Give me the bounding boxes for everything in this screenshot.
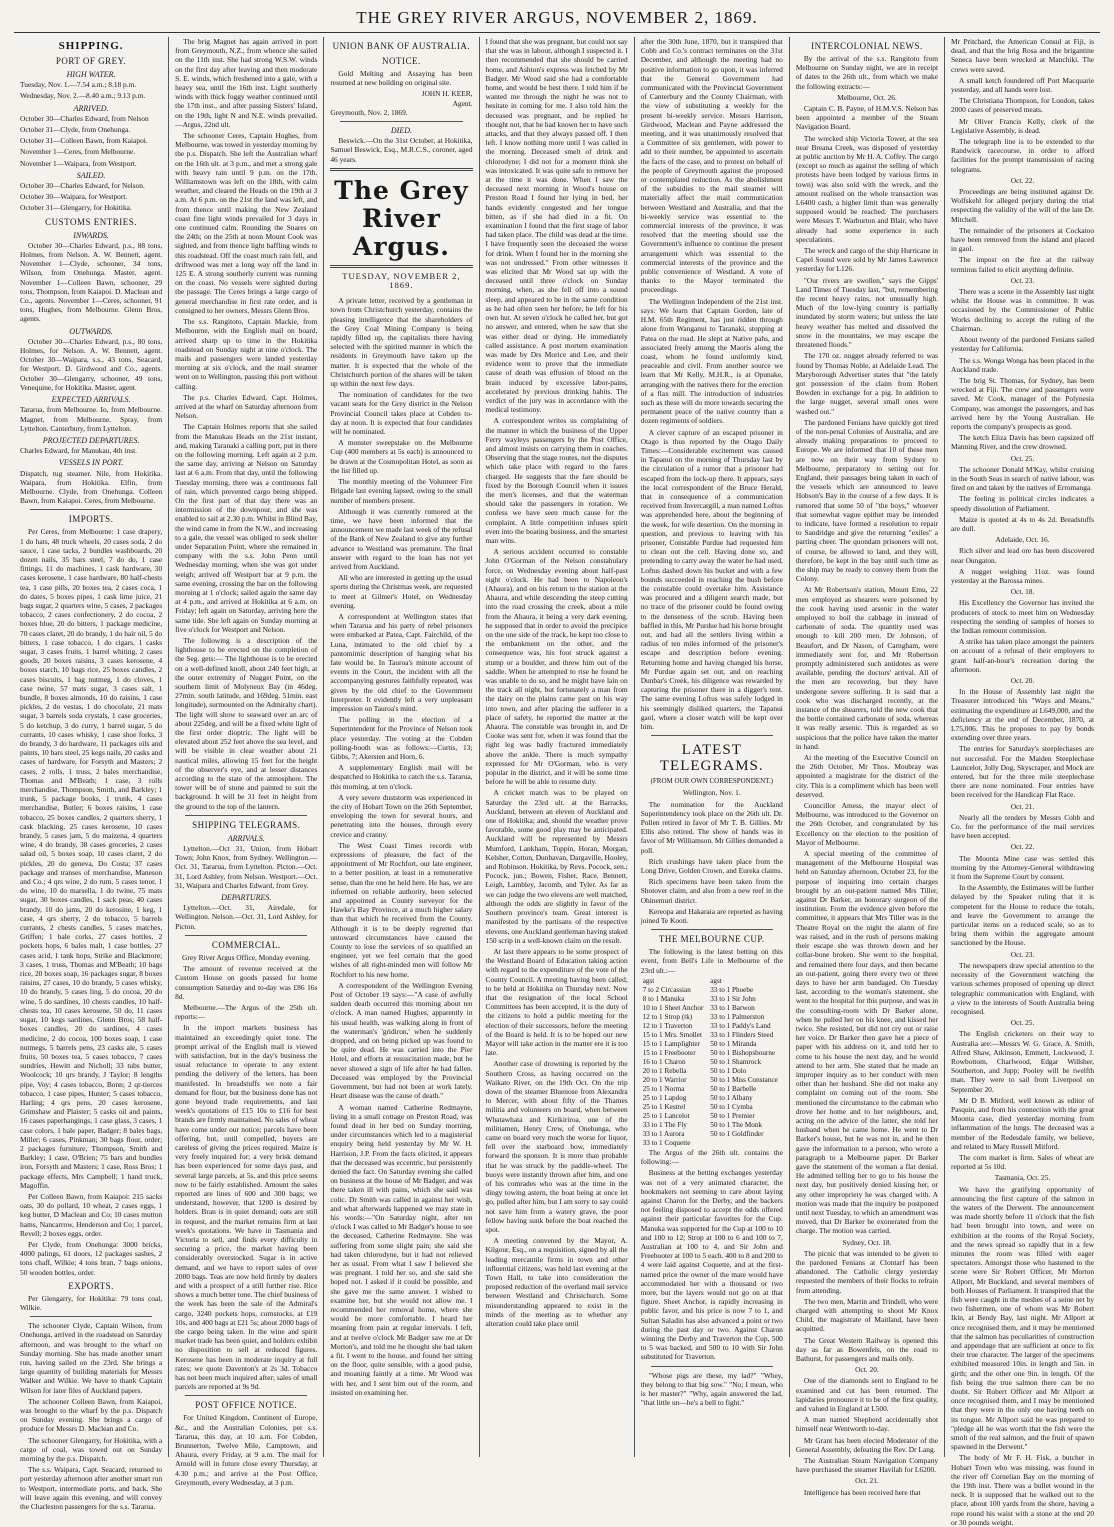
paragraph: The impost on the fire at the railway terminus failed to elicit anything definite.: [951, 255, 1095, 274]
subheading: CUSTOMS ENTRIES.: [45, 216, 138, 227]
paragraph: October 30—Charles Edward, p.s., 80 tons, Holmes, for Nelson. A. W. Bennett, agent. October 30—Waipara, s.s., 43 tons, Seacard, for Westport. D. Girdwood and Co., agents. October 30—Glengarry, schooner, 49 tons, Venequine, for Hokitika. Master, agent.: [20, 336, 163, 392]
table-row: [641, 995, 783, 1004]
paragraph: Melbourne.—The Argus of the 25th ult. reports:—: [175, 1002, 318, 1022]
paragraph: The following is a description of the lighthouse to be erected on the completion of the Seg. gets:— The lighthouse is to be erected on a well-defined knoll, about 240 feet high, at the outer extremity of Nugget Point, on the southern limit of Molyneux Bay (in 46deg. 27min. south latitude, and 169deg. 51min. east longitude), surmounted on the Admiralty chart). The light will show to seaward over an arc of about 225deg, and will be a fixed white light of the first order dioptric. The light will be elevated about 252 feet above the sea level, and will be visible in clear weather about 21 nautical miles, allowing 15 feet for the height of the observer's eye, and at lesser distances according to the state of the atmosphere. The tower will be of stone and painted to suit the background. It will be 31 feet in height from the ground to the top of the lantern.: [175, 636, 318, 811]
table-cell: 33 to 1 Phoebe: [710, 985, 754, 994]
table-cell: 50 to 1 Bishopsbourne: [710, 1048, 776, 1057]
paragraph: About twenty of the pardoned Fenians sailed yesterday for California.: [951, 335, 1095, 354]
paragraph: Councillor Amess, the mayor elect of Melbourne, was introduced to the Governor on the 26th October, and congratulated by his Excellency on the election to the position of Mayor of Melbourne.: [795, 801, 939, 847]
table-cell: 33 to 1 Paddy's Land: [710, 1021, 771, 1030]
paragraph: A private letter, received by a gentleman in town from Christchurch yesterday, contains the pleasing intelligence that the shareholders of the Grey Coal Mining Company is being rapidly filled up, the capitalists there having selected with the spirited manner in which the residents in Greymouth have taken up the matter. It is expected that the whole of the Christchurch portion of the shares will be taken up within the next few days.: [330, 296, 473, 389]
paragraph: A supplementary English mail will be despatched to Hokitika to catch the s.s. Tararua, this morning, at ten o'clock.: [330, 763, 473, 791]
paragraph: Mr Oliver Francis Kelly, clerk of the Legislative Assembly, is dead.: [951, 116, 1095, 135]
paragraph: The polling in the election of a Superintendent for the Province of Nelson took place yesterday. The voting at the Cobden polling-booth was as follows:—Curtis, 13; Gibbs, 7; Akersten and Horn, 6.: [330, 715, 473, 761]
paragraph: The nomination for the Auckland Superintendency took place on the 26th ult. Dr. Pollen retired in favor of Mr T. B. Gillies. Mr Ellis also retired. The show of hands was in favor of Mr Williamson. Mr Gillies demanded a poll.: [640, 799, 783, 855]
table-cell: 50 to 1 Miranda: [710, 1039, 757, 1048]
paragraph: At last there appears to be some prospect of the Westland Board of Education taking action with regard to the expenditure of the vote of the County Council. A meeting having been called, to be held at Hokitika on Thursday next. Now that the resignation of the local School Committees has been accepted, it is the duty of the citizens to hold a public meeting for the election of their successors, before the meeting of the Board is held. It is to be hoped our new Mayor will take action in the matter ere it is too late.: [485, 946, 628, 1058]
column-header: agst: [710, 976, 722, 985]
table-cell: 50 to 1 Dolo: [710, 1066, 747, 1075]
column-6: [790, 37, 945, 1497]
divider: [330, 168, 472, 171]
paragraph: Tararua, from Melbourne. Io, from Melbourne. Magnet, from Melbourne. Spray, from Lyttelton. Canterbury, from Lyttelton.: [20, 405, 163, 433]
paragraph: The following is the latest betting on this event, from Bell's Life in Melbourne of the 23rd ult.:—: [640, 947, 783, 975]
subheading: PORT OF GREY.: [55, 56, 127, 66]
table-cell: 50 to 1 The Monk: [710, 1120, 762, 1129]
paragraph: The Great Western Railway is opened this day as far as Bowenfels, on the road to Bathurst, for passengers and mails only.: [795, 1335, 939, 1364]
table-cell: 25 to 1 Kestrel: [642, 1102, 686, 1111]
subheading: EXPECTED ARRIVALS.: [51, 395, 131, 405]
table-cell: 33 to 1 Aurora: [642, 1129, 685, 1138]
paragraph: after the 30th June, 1870, but it transpired that Cobb and Co.'s contract terminates on the 31st December, and although the meeting had no positive information to go upon, it was inferred that the General Government had communicated with the Provincial Government of Canterbury and the County Chairman, with the view of substituting a weekly for the present bi-weekly service. Messrs Harrison, Girdwood, Maclean and Payne addressed the meeting, and it was unanimously resolved that a Committee of six gentlemen, with power to add to their number, be appointed to ascertain the facts of the case, and to protest on behalf of the people of Greymouth against the proposed or contemplated reduction. As the abolishment of the subsidies to the mail steamer will materially affect the mail communication between Westland and Australia, and that the bi-weekly service was essential to the commercial interests of the province, it was resolved that the meeting should use the Government's influence to continue the present arrangement which was essential to the commercial interests of the province and the public convenience of Westland. A vote of thanks to the Mayor terminated the proceedings.: [640, 37, 783, 295]
subheading: EXPORTS.: [68, 1280, 114, 1291]
table-cell: 8 to 1 Manuka: [642, 994, 685, 1003]
paragraph: Per Clyde, from Onehunga: 3000 bricks, 4000 palings, 61 doors, 12 packages sashes, 2 tons chaff, Wilkie; 4 tons bran, 7 bags onions, 50 wooden bottles, order.: [20, 1239, 163, 1277]
paragraph: A meeting convened by the Mayor, A. Kilgour, Esq., on a requisition, signed by all the leading mercantile firms in town and other influential citizens, was held last evening at the Town Hall, to take into consideration the proposed reduction of the overland mail service between Westland and Christchurch. Some misunderstanding appeared to exist in the minds of the meeting as to whether any alteration could take place until: [485, 1236, 628, 1329]
paragraph: A serious accident occurred to constable John O'Gorman of the Nelson constabulary force, on Wednesday evening about half-past eight o'clock. He had been to Napoleon's (Ahaura), and on his return to the station at the Ahaura, and while descending the steep cutting into the road crossing the creek, about a mile from the Ahaura, it being a very dark evening, he supposed that in order to avoid the precipice on the one side of the track, he kept too close to the embankment on the other, and the consequence was, his foot struck against a stump or a boulder, and threw him out of the saddle. When he attempted to rise he found he was unable to do so, and he might have lain on the track all night, but fortunately a man from the dairy on the plains came past on his way into town, and after placing the sufferer in a place of safety, he reported the matter at the Ahaura. The constable was brought in, and Dr Cooke was sent for, when it was found that the right leg was badly fractured immediately above the ankle. There is much sympathy expressed for Mr O'Gorman, who is very popular in the district, and it will be some time before he will be able to resume duty.: [485, 547, 628, 787]
paragraph: By the arrival of the s.s. Rangitoto from Melbourne on Sunday night, we are in receipt of dates to the 26th ult., from which we make the following extracts:—: [795, 54, 939, 91]
subheading: ARRIVALS.: [227, 833, 265, 843]
table-cell: 33 to 1 Sir John: [710, 994, 756, 1003]
divider: [185, 815, 307, 816]
column-5: [635, 37, 790, 1457]
subheading: ARRIVED.: [73, 103, 109, 113]
table-cell: 50 to 1 Cymba: [710, 1102, 753, 1111]
divider: [651, 929, 773, 930]
subheading: COMMERCIAL.: [211, 939, 281, 950]
dateline: TUESDAY, NOVEMBER 2, 1869.: [342, 270, 461, 291]
paragraph: The Moonta Mine case was settled this morning by the Attorney-General withdrawing it from the Supreme Court by consent.: [951, 853, 1095, 882]
columns: [14, 37, 1100, 1527]
subheading: SAILED.: [76, 170, 106, 180]
paragraph: The Argus of the 26th ult. contains the following:—: [640, 1147, 783, 1167]
table-row: [641, 1013, 783, 1022]
paragraph: Gold Melting and Assaying has been resumed at new building on original site.: [330, 69, 473, 88]
paragraph: The s.s. Wonga Wonga has been placed in the Auckland trade.: [951, 355, 1095, 374]
table-row: [641, 1139, 783, 1148]
paragraph: Dispatch, tug steamer. Nile, from Hokitika. Waipara, from Hokitika. Elfin, from Melbourne. Clyde, from Onehunga. Colleen Bawn, from Kaiapoi. Ceres, from Melbourne.: [20, 468, 163, 506]
table-cell: 50 to 1 Miss Constance: [710, 1075, 778, 1084]
paragraph: Business at the betting exchanges yesterday was not of a very animated character, the bookmakers not seeming to care about laying against Charon for the Derby, and the backers not feeling disposed to accept the odds offered against their particular favorites for the Cup. Manuka was supported for the Cup at 100 to 10 and 100 to 12; Strop at 100 to 6 and 100 to 7, Australian at 100 to 4, and Sir John and Freebooter at 100 to 5 each. 400 to 8 and 200 to 4 were laid against Coquette, and at the first-named price the owner of the mare would have accommodated her with a thousand or two more, but the layers would not go on at that figure. Sheet Anchor, is rapidly increasing in public favor, and his price is now 7 to 1, and Sultan Saladin has also advanced a point or two during the past day or two. Against Charon winning the Derby and Traverton the Cup, 500 to 5 was backed, and 500 to 10 with Sir John substituted for Traverton.: [640, 1168, 783, 1362]
paragraph: Rich specimens have been taken from the Shotover claim, and also from a new reef in the Ohinemuri district.: [640, 877, 783, 905]
section-heading: INTERCOLONIAL NEWS.: [811, 41, 923, 51]
paragraph: One of the diamonds sent to England to be examined and cut has been returned. The lapidaries pronounce it to be of the first quality, and valued in England at L500.: [795, 1376, 939, 1414]
paragraph: Intelligence has been received here that: [803, 1487, 921, 1497]
paragraph: The wrecked ship Victoria Tower, at the sea near Breana Creek, was disposed of yesterday at public auction by Mr H. A. Coffey. The cargo (except so much as against the selling of which protests have been lodged by various firms in town) was also sold with the wreck, and the amount realised on the whole transaction was L6400 cash, a higher limit than was generally supposed would be reached. The purchasers were Messrs T. Warburton and Blair, who have already had some experience in such speculations.: [795, 133, 939, 244]
paragraph: The amount of revenue received at the Custom House on goods passed for home consumption Saturday and to-day was £86 16s 8d.: [175, 964, 318, 1001]
paragraph: The schooner Clyde, Captain Wilson, from Onehunga, arrived in the roadstead on Saturday afternoon, and was brought to the wharf on Sunday morning. She has made another smart run, having sailed on the 23rd. She brings a large quantity of building materials for Messrs Walker and Wilkie. We have to thank Captain Wilson for later files of Auckland papers.: [20, 1321, 163, 1395]
table-cell: 50 to 1 Shamrock: [710, 1057, 762, 1066]
paragraph: The Christiana Thompson, for London, takes 2000 cases of preserved meats.: [951, 96, 1095, 115]
paragraph: In the import markets business has maintained an exceedingly quiet tone. The prompt arrival of the English mail is viewed with satisfaction, but in the day's business the usual reluctance to operate to any extent pending the delivery of the letters, has been manifested. In breadstuffs we note a fair demand for flour, but the business done has not gone beyond trade requirements, and last week's quotations of £15 10s to £16 for best brands are firmly maintained. No sales of wheat have come under our notice; parcels have been offering, but, until compelled, buyers are careless of giving the prices required. Maize is very freely inquired for; a very brisk demand has been experienced for some days past, and several large parcels, at 5s, and this price seems now to be fairly established. Amount the sales reported are lines of 600 and 300 bags; we understand, however, that 1200 is desired by holders. Bran is in quiet demand; oats are still in request, and the market remains firm at last week's quotations. We have in Tasmania and Victoria to sell, and finds every difficulty in securing a price, the market having been considerably overstocked. Sugar is in active demand, and we have to report sales of over 2000 bags. Teas are now held firmly by dealers and with a prospect of a still further rise. Rice shows a much better tone. The chief business of the week has been the sale of the Admiral's cargo, 3240 pockets hops, cornstocks, at £19 10s, and 400 bags at £21 5s; about 2000 bags of the cargo being taken. In the wine and spirit market trade has been quiet, and holders exhibit no disposition to sell at reduced figures. Kerosene has been in moderate inquiry at full rates; we quote Daventon's at 2s 3d. Tobacco has not been much inquired after; sales of small parcels are reported at 9s 9d.: [175, 1023, 318, 1392]
paragraph: Maize is quoted at 4s to 4s 2d. Breadstuffs are dull.: [951, 514, 1095, 533]
table-cell: 10 to 1 Sheet Anchor: [642, 1003, 704, 1012]
paragraph: A small ketch foundered off Port Macquarie yesterday, and all hands were lost.: [951, 75, 1095, 95]
dateline: Oct. 22.: [1010, 842, 1035, 852]
subheading: VESSELS IN PORT.: [58, 458, 124, 468]
paragraph: The pardoned Fenians have quickly got tired of the non-penal Colonies of Australia, and are already making preparations to proceed to Europe. We are informed that 10 of these men are now on their way from Sydney to Melbourne, preparatory to setting out for England, their passages being taken in each of the vessels which are announced to leave Hobson's Bay in the course of a few days. It is rumored that some 50 of "the boys," whoever that somewhat vague epithet may be intended to indicate, have formed a resolution to repair to Sandridge and give the returning "exiles" a parting cheer. The quondam prisoners will not, of course, be allowed to land, and they will, therefore, be kept in the bay until such time as the ship may be ready to convey them from the Colony.: [795, 417, 939, 584]
subheading: OUTWARDS.: [69, 326, 113, 336]
table-row: [641, 1031, 783, 1040]
table-cell: 50 to 1 Goldfinder: [710, 1129, 764, 1138]
table-row: [641, 1085, 783, 1094]
table-row: [641, 1130, 783, 1139]
paragraph: His Excellency the Governor has invited the producers of stock to meet him on Wednesday respecting the sending of samples of horses to the Indian remount commission.: [951, 598, 1095, 635]
paragraph: A correspondent at Wellington states that when Tararua and his party of rebel prisoners were embarked at Patea, Capt. Fairchild, of the Luna, intimated to the old chief by a pantomimic description of hanging what his fate would be. In Tauroa's minute account of events in the Court, the incident with all the accompanying gestures faithfully repeated, was given by the old chief to the Government Interpreter. It evidently left a very unpleasant impression on Tauroa's mind.: [330, 611, 473, 713]
paragraph: Another case of drowning is reported by the Southern Cross, as having occurred on the Waikato River, on the 19th Oct. On the trip down of the steamer Bluenose from Alexandra to Mercer, with about fifty of the Thames militia and volunteers on board, when between Whatawhata and Kirikiriroa, one of the militiamen, Henry Crew, of Onehunga, who came on board very much the worse for liquor, fell over the starboard bow, immediately forward the sponson. It is more than probable that he was struck by the paddle-wheel. The buoys were instantly thrown after him, and one of his comrades who was at the time in the dingy towing astern, the boat being at once let go, pulled after him, but I am sorry to say could not save him from a watery grave, the poor fellow having sunk before the boat reached the spot.: [485, 1059, 628, 1234]
table-row: [641, 1049, 783, 1058]
subheading: IMPORTS.: [68, 514, 114, 525]
signature: Agent.: [452, 98, 473, 108]
paragraph: The Captain Holmes reports that she sailed from the Manukau Heads on the 21st instant, and, making Taranaki a calling port, put in there on the following morning. Left again at 2 p.m. the same day, arriving at Nelson on Saturday last at 6 a.m. From that day, until the following Tuesday morning, there was a continuous fall of rain, which prevented cargo being shipped. On the first part of that day there was an intermission of the downpour, and she was enabled to sail at 2.30 p.m. Whilst in Blind Bay, the wind came in from the N.W., and increasing to a gale, the vessel was obliged to seek shelter under Separation Point, where she remained in company with the s.s. John Penn until Wednesday morning, when she was got under weigh; arrived off Westport bar at 9 p.m. the same evening, crossing the bar on the following morning at 1 o'clock; sailed again the same day at 4 p.m., and arrived at Hokitika at 6 a.m. on Friday; left again on Saturday, arriving here the same tide. She left again on Sunday morning at five o'clock for Westport and Nelson.: [175, 422, 318, 634]
paragraph: A man named Shepherd accidentally shot himself near Wentworth to-day.: [795, 1415, 939, 1434]
paragraph: Lyttelton.—Oct. 31, Airedale, for Wellington. Nelson.—Oct. 31, Lord Ashley, for Picton.: [175, 903, 318, 931]
table-row: [641, 986, 783, 995]
paragraph: A monster sweepstake on the Melbourne Cup (400 members at 5s each) is announced to be drawn at the Cosmopolitan Hotel, as soon as the list filled up.: [330, 438, 473, 475]
dateline: Adelaide, Oct. 16.: [995, 535, 1050, 545]
table-cell: 20 to 1 Warrior: [642, 1075, 687, 1084]
subheading: HIGH WATER.: [66, 70, 116, 79]
paragraph: The Wellington Independent of the 21st inst. says: We learn that Captain Gordon, late of H.M. 65th Regiment, has just ridden through alone from Wanganui to Taranaki, stopping at Patea on the road. He slept at Native pahs, and associated freely among the Maoris along the coast, whom he found uniformly kind, peaceable and civil. From another source we learn that Mr Kelly, M.H.R., is at Opunake, arranging with the natives there for the erection of a flax mill. The introduction of industries such as these will do more towards securing the permanent peace of the native country than a dozen regiments of soldiers.: [640, 296, 783, 426]
column-header: agst: [642, 976, 655, 985]
dateline: Sydney, Oct. 18.: [842, 1237, 892, 1247]
paragraph: Captain C. B. Payne, of H.M.V.S. Nelson has been appointed a member of the Steam Navigation Board.: [795, 104, 939, 132]
paragraph: A correspondent of the Wellington Evening Post of October 19 says:—"A case of awfully sudden death occurred this morning about ten o'clock. A man named Hughes, apparently in his usual health, was walking along in front of the waterman's 'gridiron,' when he suddenly dropped, and on being picked up was found to be quite dead. He was carried into the Pier Hotel, and efforts at resuscitation made, but he never showed a sign of life after he had fallen. Deceased was employed by the Provincial Government, but had not been at work lately. Heart disease was the cause of death.": [330, 980, 473, 1101]
column-4: [480, 37, 635, 1457]
table-row: [641, 1112, 783, 1121]
table-cell: 25 to 1 Lapdog: [642, 1093, 687, 1102]
paragraph: The entries for Saturday's steeplechases are not successful. For the Maiden Steeplechase Launcelot, Jolly Dog, Skyscraper, and Mock are entered, but for the three mile steeplechase there are none nominated. Four entries have been received for the Handicap Flat Race.: [951, 744, 1095, 800]
divider: [30, 509, 152, 510]
table-row: [641, 1004, 783, 1013]
column-1: [14, 37, 169, 1512]
section-heading: SHIPPING.: [58, 40, 124, 52]
paragraph: The Australian Steam Navigation Company have purchased the steamer Havilah for L6200.: [795, 1456, 939, 1475]
paragraph: Rich silver and lead ore has been discovered near Oungaton.: [951, 546, 1095, 565]
dateline: Wellington, Nov. 1.: [682, 788, 741, 798]
table-cell: 15 to 1 Lamplighter: [642, 1039, 700, 1048]
paragraph: In the Assembly, the Estimates will be further delayed by the Speaker ruling that it is competent for the House to reduce the totals, and leave the Government to arrange the particular items on a reduced scale, so as to bring them within the aggregate amount sanctioned by the House.: [951, 883, 1095, 948]
paragraph: Lyttelton.—Oct 31, Union, from Hobart Town; John Knox, from Sydney. Wellington.—Oct. 31, Tararua, from Lyttelton. Picton.—Oct. 31, Lord Ashley, from Nelson. Westport.—Oct. 31, Waipara and Charles Edward, from Grey.: [175, 844, 318, 890]
table-row: [641, 1076, 783, 1085]
table-cell: 33 to 1 Coquette: [642, 1138, 691, 1147]
paragraph: The body of Mr F. H. Fisk, a butcher in Hobart Town who was missing, was found in the river off Cornelian Bay on the morning of the 19th inst. There was a bullet wound in the neck. It is supposed that he walked out to the place, about 100 yards from the shore, having a rope round his waist with a stone at the end 20 or 30 pounds weight.: [951, 1453, 1095, 1527]
paragraph: October 30—Charles Edward, for Nelson.: [20, 181, 145, 191]
table-cell: 20 to 1 Rebella: [642, 1066, 687, 1075]
table-row: [641, 1094, 783, 1103]
paragraph: The remainder of the prisoners at Cockatoo have been removed from the island and placed in gaol.: [951, 225, 1095, 254]
paragraph: Rich crushings have taken place from the Long Drive, Golden Crown, and Eureka claims.: [640, 856, 783, 876]
paragraph: The picnic that was intended to be given to the pardoned Fenians at Clontarf has been abandoned. The Catholic clergy yesterday requested the members of their flocks to refrain from attending.: [795, 1248, 939, 1295]
paragraph: Beswick.—On the 31st October, at Hokitika, Samuel Beswick, Esq., M.R.C.S., coroner, aged 46 years.: [330, 136, 473, 164]
paragraph: A very severe duststorm was experienced in the city of Hobart Town on the 26th September, enveloping the town for several hours, and penetrating into the houses, through every crevice and cranny.: [330, 792, 473, 839]
table-row: [641, 1022, 783, 1031]
masthead: THE GREY RIVER ARGUS, NOVEMBER 2, 1869.: [14, 8, 1100, 33]
paragraph: October 31—Colleen Bawn, from Kaiapoi.: [20, 136, 148, 146]
paragraph: Per Colleen Bawn, from Kaiapoi: 215 sacks oats, 30 do pollard, 10 wheat, 2 cases eggs, 1 keg butter, D Maclean and Co; 10 cases mutton hams, Nancarrow, Henderson and Co; 1 parcel, Revell; 2 boxes eggs, order.: [20, 1191, 163, 1238]
paragraph: A strike has taken place amongst the painters on account of a refusal of their employers to grant half-an-hour's recreation during the afternoon.: [951, 637, 1095, 674]
paragraph: The brig St. Thomas, for Sydney, has been wrecked at Fiji. The crew and passengers were saved. Mr Cook, manager of the Polynesia Company, was amongst the passengers, and has arrived here by the Young Australian. He reports the company's prospects as good.: [951, 375, 1095, 431]
table-cell: 33 to 1 Barwon: [710, 1003, 755, 1012]
table-cell: 25 to 1 Norma: [642, 1084, 685, 1093]
paragraph: A clever capture of an escaped prisoner in Otago is thus reported by the Otago Daily Times:—Considerable excitement was caused in Tapanui on the morning of Thursday last by the circulation of a rumor that a prisoner had escaped from the lock-up there. It appears, says the local correspondent of the Bruce Herald, that in consequence of a communication received from Invercargill, a man named Loftus was apprehended here, about the beginning of the week, for wife desertion. On the morning in question, and previous to leaving with his prisoner, Constable Purdue had requested him to clean out the cell. Having done so, and pretending to carry away the water he had used, Loftus dashed down his bucket and with a few bounds succeeded in reaching the bush before the constable could overtake him. Assistance was procured and a diligent search made, but no trace of the prisoner could be found owing to the denseness of the scrub. Having been baffled in this, Mr Purdue had his horse brought out, and had all the settlers living within a radius of ten miles informed of the prisoner's escape and description before evening. Returning home and having changed his horse, Mr Purdue again set out, and on reaching Dunbar's Creek, his diligence was rewarded by capturing the prisoner there in a digger's tent. The same evening Loftus was safely lodged in his seemingly disliked quarters, the Tapanui gaol, where a closer watch will be kept over him.: [640, 427, 783, 732]
dateline: Oct. 22.: [1010, 175, 1035, 185]
paragraph: The nomination of candidates for the two vacant seats for the Grey district in the Nelson Provincial Council takes place at Cobden to-day at noon. It is expected that four candidates will be nominated.: [330, 390, 473, 437]
subheading: DEPARTURES.: [221, 893, 272, 903]
advert-heading: UNION BANK OF AUSTRALIA.: [332, 41, 471, 51]
paragraph: The schooner Donald M'Kay, whilst cruising in the South Seas in search of native labour, was fired on and taken by the natives of Erromanga.: [951, 464, 1095, 493]
table-cell: [708, 1139, 783, 1148]
paragraph: Proceedings are being instituted against Dr. Wolfskehl for alleged perjury during the trial respecting the validity of the will of the late Dr. Mitchell.: [951, 187, 1095, 224]
paragraph: Greymouth, Nov. 2, 1869.: [330, 107, 408, 117]
dateline: Oct. 25.: [1010, 453, 1035, 463]
section-heading: LATEST TELEGRAMS.: [659, 742, 764, 775]
paragraph: The monthly meeting of the Volunteer Fire Brigade last evening lapsed, owing to the small number of members present.: [330, 477, 473, 505]
paragraph: November 1—Ceres, from Melbourne.: [20, 147, 136, 157]
paragraph: The schooner Ceres, Captain Hughes, from Melbourne, was towed in yesterday morning by the p.s. Dispatch. She left the Australian wharf on the 16th ult. at 3 p.m., and met a strong gale with heavy rain until 9 p.m. on the 17th. Williamstown was left on the 18th, with calm weather, and cleared the Heads on the 19th at 3 a.m. At 6 p.m. on the 21st the land was left, and from thence until making the New Zealand coast fine light winds prevailed for 3 days in one continued calm. Rounding the Snares on the 24th; on the 25th at noon Mount Cook was sighted, and from thence light baffling winds to this roadstead. Off the coast much rain fell, and driftwood was met a long way off the land in 125 E. A strong southerly current was running on the coast. No vessels were sighted during the passage. The Ceres brings a large cargo of general merchandise in first rate order, and is consigned to her owners, Messrs Glenn Bros.: [175, 131, 318, 315]
table-cell: 15 to 1 Mrs. Smollet: [642, 1030, 702, 1039]
paragraph: All who are interested in getting up the usual sports during the Christmas week, are requested to meet at Gilmer's Hotel, on Wednesday evening.: [330, 573, 473, 610]
table-cell: 50 to 1 Premier: [710, 1111, 755, 1120]
betting-table: [641, 977, 783, 1148]
table-cell: 50 to 1 Barbelle: [710, 1084, 757, 1093]
table-cell: 15 to 1 Freebooter: [642, 1048, 696, 1057]
paragraph: October 30—Charles Edward, from Nelson: [20, 113, 149, 123]
table-row: [641, 1121, 783, 1130]
subheading: THE MELBOURNE CUP.: [658, 934, 765, 945]
paragraph: The feeling in political circles indicates a speedy dissolution of Parliament.: [951, 494, 1095, 513]
table-row: [641, 1103, 783, 1112]
divider: [185, 1395, 307, 1396]
dateline: Melbourne, Oct. 26.: [837, 92, 897, 102]
table-row: [641, 1067, 783, 1076]
table-header-row: [641, 977, 783, 986]
paragraph: Although it was currently rumored at the time, we have been informed that the announcement we made last week of the refusal of the Bank of New Zealand to give any further advance to Westland was premature. The final answer with regard to the loan has not yet arrived from Auckland.: [330, 506, 473, 571]
signature: JOHN H. KEER,: [421, 89, 473, 99]
dateline: Oct. 20.: [1010, 676, 1035, 685]
paragraph: October 30—Waipara, for Westport.: [20, 192, 128, 202]
dateline: Oct. 23.: [1010, 949, 1035, 959]
subheading: DIED.: [390, 126, 412, 136]
paragraph: Nearly all the tenders by Messrs Cobb and Co. for the performance of the mail services have been accepted.: [951, 812, 1095, 841]
paragraph: For United Kingdom, Continent of Europe, &c., and the Australian Colonies, per s.s. Tararua, this day, at 10 a.m. For Cobden, Brunnerton, Twelve Mile, Camptown, and Ahaura, every Friday, at 9 a.m. The mail for Arnold will in future close every Thursday, at 4.30 p.m.; and arrive at the Post Office, Greymouth, every Wednesday, at 3 p.m.: [175, 1413, 318, 1487]
paragraph: The newspapers draw special attention to the necessity of the Government watching the various schemes proposed of opening up direct telegraphic communication with England, with a view to the interests of South Australia being recognised.: [951, 960, 1095, 1016]
paragraph: A correspondent writes us complaining of the manner in which the business of the Upper Ferry wayleys passengers by the Post Office, and almost insists on carrying them in coaches. Observing that the stage routes, not the disputes which take place with regard to the fares charged. He suggests that the fare should be fixed by the Borough Council when it issues the men's licenses, and that the waterman should take the passengers in rotation. We confess we have seen much cause for the complaint. A little competition infuses spirit even into the boating business, and the smartest man wins.: [485, 416, 628, 545]
paragraph: Mr D B. Mitford, well known as editor of Pasquin, and from his connection with the great Moonta case, died yesterday morning from inflammation of the lungs. The deceased was a member of the Redesdale family, we believe, and related to Mary Russell Mitford.: [951, 1095, 1095, 1151]
table-cell: 33 to 1 Flinders Steed: [710, 1030, 774, 1039]
dateline: Oct. 25.: [1010, 1018, 1035, 1028]
newspaper-title: The Grey River Argus.: [334, 175, 469, 261]
paragraph: The 170 oz. nugget already referred to was found by Thomas Noble, at Adelaide Lead. The Maryborough Advertiser states that "the lately got possession of the claim from Robert Bowden in exchange for a pig. In addition to the large nugget, several small ones were washed out.": [795, 351, 939, 416]
subheading: POST OFFICE NOTICE.: [195, 1400, 298, 1411]
paragraph: "Whose pigs are these, my lad?" "Whey, they belong to that big sow." "No; I mean, who is her master?" "Why, again answered the lad, "that little un—he's a bell to fight.": [640, 1370, 783, 1408]
dateline: Oct. 20.: [855, 1365, 879, 1375]
table-row: [641, 1040, 783, 1049]
divider: [340, 121, 462, 122]
divider: [330, 265, 472, 268]
paragraph: Per Ceres, from Melbourne: 1 case drapery, 1 do hats, 48 truck wheels, 20 cases soda, 2 do sauce, 1 case tacks, 2 bundles washboards, 20 dozen nails, 35 bars steel, 7 do do, 1 case fittings, 11 do machines, 1 cask hardware, 30 cases kerosene, 1 case hardware, 80 half-chests tea, 1 case pills, 20 boxes tea, 2 cases coca, 1 do dates, 5 boxes pipes, 1 cask lime juice, 21 bags sugar, 2 quarters wine, 5 cases, 2 packages tobacco, 2 cases confectionery, 2 do cocoa, 2 boxes blue, 20 do bitters, 1 package medicine, 70 cases claret, 20 do brandy, 1 do hair oil, 5 do bitters, 1 case tobacco, 1 do cigars, 1 casks sugar, 3 cases fruits, 1 barrel whiting, 2 cases goods, 20 boxes raisins, 3 cases kerosene, 4 boxes starch, 10 bags rice, 25 boxes candles, 2 cases biscuits, 1 bag nutmeg, 1 do cloves, 1 case twine, 57 mats sugar, 3 cases salt, 1 bundle, 8 boxes almonds, 10 do raisins, 1 case pickles, 2 do vestas, 1 do chocolate, 21 mats sugar, 3 barrels soda crystals, 1 case groceries, 5 do ketchup, 3 do curry, 1 barrel sugar, 5 do currants, 10 cases whisky, 1 case shoe forks, 3 do brandy, 3 do hardware, 11 packages oils and paints, 10 bars steel, 25 kegs nails, 20 casks and cases of hardware, for Forsyth and Masters; 2 cases, 2 rolls, 1 truss, 2 bales merchandise, Thomas and M'Beath; 1 case, 3 rolls merchandise, Thompson, Smith, and Barkley; 1 trunk, 5 package books, 1 trunk, 4 cases merchandise, Butler; 6 boxes raisins, 1 case tobacco, 25 boxes candles, 2 quarters sherry, 1 cask blacking, 25 cases kerosene, 10 cases brandy, 5 cases jam, 5 do maizena, 4 quarters wine, 4 do brandy, 38 cases groceries, 2 cases salad oil, 5 boxes soap, 10 cases claret, 2 do pickles, 20 do geneva, Do Costa; 37 cases package and transes of merchandise, Maneson and Co.; 4 qrs wine, 2 do rum, 5 cases tenor, 1 do wine, 10 do marsella, 1 do twine, 75 mats sugar, 30 boxes candles, 1 sack peas, 40 cases brandy, 10 do jams, 20 do kerosine, 1 keg, 1 case, 4 qrs sherry, 2 do tobacco, 5 barrels currants, 2 chests candles, 5 cases matches, Griffen; 1 bale corks, 27 cases bottles, 2 pockets hops, 6 bales malt, 1 case bottles, 27 cases acid, 1 tank hops, Strike and Blackmore; 3 cases, 1 truss, Thomas and M'Beath; 10 bags rice, 20 boxes soap, 16 packages sugar, 8 boxes raisins, 27 cases, 10 do brandy, 5 cases whisky, 10 do brandy, 5 cases ling, 5 do cocoa, 20 do wine, 5 do sardines, 10 chests candles, 10 half-chests tea, 10 cases kerosene, 50 do, 11 cases sugar, 10 kegs sardines, Glenn Bros; 58 half-boxes candles, 20 do sardines, 4 cases medicine, 2 do cocoa, 100 boxes soap, 1 case nutmegs, 5 barrels pens, 23 casks ale, 5 cases fruits, 50 boxes tea, 5 cases tobacco, 7 cases sundries, Hewitt and Nicholl; 33 tubs butter, Woolcock; 10 qrs brandy, J Taylor; 8 lengths pipe, Voy; 4 cases tobacco, Bonn; 2 qr-tierces tobacco, 1 case pipes, Hunter; 5 cases tobacco, Harling; 4 qrs pens, 20 cases kerosene, Grimshaw and Plaister; 5 casks oil and paints, 16 cases paperhangings, 1 case glass, 3 cases, 1 case colors, 1 bale paper, Badger; 8 bales bags, Miller; 6 cases, Pinkman; 30 bags flour, order; 2 packages furniture, Thompson, Smith and Barkley; 1 case, O'Brien; 75 bars and bundles iron, Forsyth and Masters; 1 case, Ross Bros; 1 package effects, Mrs Campbell; 1 hand truck, Magoffin.: [20, 527, 163, 1190]
paragraph: The p.s. Charles Edward, Capt. Holmes, arrived at the wharf on Saturday afternoon from Nelson.: [175, 392, 318, 421]
dateline: Oct. 18.: [1010, 587, 1035, 597]
table-row: [641, 1058, 783, 1067]
table-cell: 12 to 1 Traverton: [642, 1021, 693, 1030]
dateline: Tasmania, Oct. 25.: [994, 1173, 1051, 1183]
table-cell: 50 to 1 Albany: [710, 1093, 753, 1102]
paragraph: We have the gratifying opportunity of announcing the first capture of the salmon in the waters of the Derwent. The announcement was made shortly before 11 o'clock that the fish had been brought into town, and were on exhibition at the rooms of the Royal Society, and the news spread so rapidly that in a few minutes the room was filled with eager spectators. Amongst those who hastened to the scene were Sir Robert Officer, Mr Morton Allport, Mr Buckland, and several members of both Houses of Parliament. It transpired that the fish were caught in the meshes of a seine net by two fishermen, one of whom was Mr Robert Ikin, at Bendy Bay, last night. Mr Allport at once recognised them, and it may be mentioned that the salmon has peculiarities of construction and appendage that are sufficient at once to fix their true character. The larger of the specimens exhibited measured 10in. in length and 5in. in girth; and the other one 9in. in length. Of the fish being the true salmon there can be no doubt. Sir Robert Officer and Mr Allport at once recognised them, and I may be mentioned that they were in the only one having teeth on its tongue. Mr Allport said he was prepared to "pledge all he was worth that the fish were the smolt of the real salmon, and the fruit of spawn spawned in the Derwent.": [951, 1184, 1095, 1452]
paragraph: Per Glengarry, for Hokitika: 79 tons coal, Wilkie.: [20, 1293, 163, 1312]
paragraph: The brig Magnet has again arrived in port from Greymouth, N.Z., from whence she sailed on the 11th inst. She had strong W.S.W. winds on the first day after leaving and then moderate S. E. winds, which freshened into a gale, with a heavy sea, until the 16th inst. Light southerly winds with thick foggy weather continued until the 17th inst., and after passing Sisters' Island, on the 19th, light N and N.E. winds prevailed. —Argus, 22nd ult.: [175, 37, 318, 129]
table-cell: 7 to 2 Circassian: [642, 985, 691, 994]
divider: [185, 935, 307, 936]
paragraph: A special meeting of the committee of management of the Melbourne Hospital was held on Saturday afternoon, October 23, for the purpose of inquiring into certain charges brought by an out-patient named Mrs Tiller, against Dr Barker, an honorary surgeon of the institution. From the evidence given before the committee, it appears that Mrs Tiller was in the Theatre Royal on the night the alarm of fire was raised, and in the rush of persons making their escape she was thrown down and her collar-bone broken. She went to the hospital, and remained there four days, and then became an out-patient, going there every two or three days to have her arm bandaged. On Tuesday last, according to the woman's statement, she went to the hospital for this purpose, and was in the consulting-room with Dr Barker alone, when he pulled her on his knee, and kissed her twice. She resisted, but did not cry out or raise her voice. Dr Barker then gave her a piece of paper with his address on it, and told her to come to his house the next day, and he would attend to her arm. She stated that he made an improper inquiry as to her conduct with men other than her husband. She did not make any complaint on coming out of the room. She mentioned the circumstance to the cabman who drove her home and to her neighbours, and, acting on the advice of the latter, she told her husband when he came home. He went to Dr Barker's house, but he was not in, and he then gave the information to a person, who wrote a paragraph to a Melbourne paper. Dr Barker gave the statement of the woman a flat denial. He admitted telling her to go to his house the next day, but positively denied kissing her, or any other impropriety he was charged with. A motion was made that the inquiry be postponed until next Tuesday, to which an amendment was moved, that Dr Barker be exonerated from the charge. The motion was carried.: [795, 849, 939, 1236]
paragraph: Wednesday, Nov. 2.—8.40 a.m.; 9.13 p.m.: [20, 91, 146, 101]
dateline: Oct. 21.: [1010, 801, 1035, 811]
paragraph: October 31—Glengarry, for Hokitika.: [20, 203, 132, 213]
paragraph: November 1—Waipara, from Westport.: [20, 158, 137, 168]
paragraph: Mr Pritchard, the American Consul at Fiji, is dead, and that the brig Rosa and the brigantine Seneca have been wrecked at Manchiki. The crews were saved.: [951, 37, 1095, 74]
divider: [651, 735, 773, 736]
paragraph: A nugget weighing 11oz. was found yesterday at the Barossa mines.: [951, 566, 1095, 585]
paragraph: The telegraph line is to be extended to the Randwick racecourse, in order to afford facilities for the prompt transmission of racing telegrams.: [951, 137, 1095, 174]
paragraph: Charles Edward, for Manukau, 4th inst.: [20, 446, 137, 456]
table-cell: 33 to 1 The Fly: [642, 1120, 687, 1129]
column-3: [324, 37, 479, 1457]
divider: [30, 1316, 152, 1317]
paragraph: A woman named Catherine Redmayne, living in a small cottage on Preston Road, was found dead in her bed on Sunday morning, under circumstances which led to a magisterial enquiry being held yesterday by Mr W. H. Harrison, J.P. From the facts elicited, it appears that the deceased was eccentric, but persistently denied the fact. On Saturday evening she called on business at the house of Mr Badger, and was there taken ill with pains, which she said was colic. Dr Smith was called in against her wish, and what afterwards happened we may state in his words:—"On Saturday night, after ten o'clock I was called to Mr Badger's house to see the deceased, Catherine Redmayne. She was suffering from some slight pain; she said she had taken chlorodyne, but it had not relieved her as usual. From what I saw I believed she was pregnant. I told her so, and she said she hoped not. I asked if it could be possible, and she gave me the same answer. I wished to examine her, but she would not allow me. I recommended her removal home, where she would be more comfortable. I heard her moaning from pain at regular intervals. I left, and at twelve o'clock Mr Badger saw me at Dr Morton's, and told me he thought she had taken a fit. I went to the house, and found her sitting on the floor, quite sensible, with a good pulse, and moaning faintly at a time. Mr Wood was with her, and I sent him out of the room, and insisted on examining her.: [330, 1102, 473, 1397]
paragraph: Kereopa and Hakaraia are reported as having joined Te Kooti.: [640, 906, 783, 926]
paragraph: The West Coast Times records with expressions of pleasure, the fact of the appointment of Mr Rochfort, our late engineer, to a better position, at least in a remunerative sense, than the one he held here. He has, we are informed on reliable authority, been selected and appointed as County surveyor for the Hawke's Bay Province, at a much higher salary than that which he received from the County. Although it is to be deeply regretted that untoward circumstances have caused the County to lose the services of so qualified an engineer, yet we feel certain that the good wishes of all right-minded men will follow Mr Rochfort to his new home.: [330, 840, 473, 979]
paragraph: In the House of Assembly last night the Treasurer introduced his "Ways and Means," estimating the expenditure at L649,000, and the deficiency at the end of December, 1870, at L75,006. This he proposes to pay by bonds extending over three years.: [951, 687, 1095, 743]
column-7: [945, 37, 1100, 1527]
subheading: NOTICE.: [382, 56, 421, 66]
paragraph: A cricket match was to be played on Saturday the 23rd ult. at the Barracks, Auckland, between an eleven of Auckland and one of Hokitika; and, should the weather prove favorable, some good play may be anticipated. Auckland will be represented by Messrs Mumford, Lankham, Toppin, Horan, Morgan, Kelsher, Cotton, Dunbavan, Dargaville, Hooley, and Robinson. Hokitika, by Revs. Pocock, sen.; Pocock, jun.; Bowen, Fisher, Race, Bennett, Leigh, Lambley, Jacomb, and Tyler. As far as we can judge the two elevens are well matched, although the odds are slightly in favor of the Southern province's team. Great interest is manifested by the partisans of the respective elevens, one Auckland gentleman having staked 150 scrip in a well-known claim on the result.: [485, 788, 628, 945]
paragraph: Mr Grant has been elected Moderator of the General Assembly, defeating the Rev. Dr Lang.: [795, 1435, 939, 1454]
paragraph: I found that she was pregnant, but could not say that she was in labour, although I suspected it. I then recommended that she should be carried home, and Ashton's express was fetched by Mr Badger. Mr Wood said she had a comfortable home, and would be best there. I told him if he wanted me through the night he was not to hesitate in coming for me. I also told him the deceased was pregnant, and he replied he thought not, that he had known her to have such attacks, and that they always passed off. I then left. I know nothing more until I was called in the morning. Deceased smelt of drink and chlorodyne; I did not for a moment think she was intoxicated. It was quite safe to remove her at the time it was done. When I saw the deceased next morning in Wood's house on Preston Road I found her lying in bed, her hands evidently congested and her tongue bitten, as if she had died in a fit. On examination I found that the first stage of labor had taken place. The child was dead at the time. I have frequently seen the deceased the worse for drink. When I found her in the morning she was not undressed." From other witnesses it was elicited that Mr Wood sat up with the deceased until three o'clock on Sunday morning, when, as she fell off into a sound sleep, and appeared to be in the same condition as he had often seen her before, he left for his own hut. At seven o'clock he called her, but got no answer, and entered, when he saw that she was either dead or dying. He immediately called assistance. A post mortem examination was made by Drs Morice and Lee, and their evidence went to prove that the immediate cause of death was effusion of blood on the brain induced by excessive labor-pains, accelerated by previous drinking habits. The verdict of the jury was in accordance with the medical testimony.: [485, 37, 628, 415]
table-cell: 33 to 1 Palmerston: [710, 1012, 765, 1021]
paragraph: There was a scene in the Assembly last night whilst the House was in committee. It was occasioned by the Commissioner of Public Works declining to accept the ruling of the Chairman.: [951, 287, 1095, 333]
paragraph: "Our rivers are swollen," says the Gipps' Land Times of Tuesday last, "but, remembering the recent heavy rains, not unusually high. Much of the low-lying country is partially inundated by storm waters; but unless the late heavy weather has melted and dissolved the snow in the mountains, we may escape the threatened floods.": [795, 275, 939, 350]
dateline: Oct. 21.: [855, 1476, 879, 1486]
table-cell: 25 to 1 Lancelot: [642, 1111, 690, 1120]
subheading: PROJECTED DEPARTURES.: [42, 435, 140, 445]
paragraph: At Mr Robertson's station, Mount Emu, 22 men employed as shearers were poisoned by the cook having used arsenic in the water employed to boil the cabbage in instead of carbonate of soda. The quantity used was enough to kill 200 men. Dr Johnson, of Beaufort, and Dr Nason, of Carngham, were immediately sent for, and Mr Robertson promptly administered such antidotes as were available, pending the doctors' arrival. All of the men are recovering, but they have undergone severe suffering. It is said that a cook who was discharged recently, at the instance of the shearers, told the new cook that the bottle contained carbonate of soda, whereas it was really arsenic. This is regarded as so suspicious that the police have taken the matter in hand.: [795, 585, 939, 751]
paragraph: The two men, Martin and Trindell, who were charged with attempting to shoot Mr Knox Child, the magistrate of Maitland, have been acquitted.: [795, 1296, 939, 1334]
table-cell: 12 to 1 Strop (tk): [642, 1012, 693, 1021]
paragraph: The s.s. Rangitoto, Captain Mackie, from Melbourne, with the English mail on board, arrived sharp up to time in the Hokitika roadstead on Sunday night at nine o'clock. The mails and passengers were landed yesterday morning at six o'clock, and the mail steamer went on to Wellington, passing this port without calling.: [175, 317, 318, 391]
subheading: (FROM OUR OWN CORRESPONDENT.): [650, 777, 773, 786]
paragraph: Tuesday, Nov. 1.—7.54 a.m.; 8.18 p.m.: [20, 80, 137, 90]
paragraph: The s.s. Waipara, Capt. Seacard, returned to port yesterday afternoon after another smart run to Westport, intermediate ports, and back. She will leave again this evening, and will convey the Charleston passengers for the s.s. Tararua.: [20, 1465, 163, 1512]
paragraph: The schooner Colleen Bawn, from Kaiapoi, was brought to the wharf by the p.s. Dispatch on Sunday evening. She brings a cargo of produce for Messrs D. Maclean and Co.: [20, 1396, 163, 1434]
dateline: Grey River Argus Office, Monday evening.: [182, 952, 311, 962]
dateline: Oct. 23.: [1010, 275, 1035, 285]
subheading: SHIPPING TELEGRAMS.: [192, 819, 301, 830]
table-cell: 16 to 1 Charon: [642, 1057, 686, 1066]
subheading: INWARDS.: [73, 230, 109, 240]
paragraph: October 31—Clyde, from Onehunga.: [20, 125, 131, 135]
betting-table-body: [641, 977, 783, 1148]
paragraph: The wreck and cargo of the ship Hurricane in Capel Sound were sold by Mr James Lawrence yesterday for L126.: [795, 246, 939, 274]
paragraph: The corn market is firm. Sales of wheat are reported at 5s 10d.: [951, 1152, 1095, 1172]
paragraph: The English cricketers on their way to Australia are:—Messrs W. G. Grace, A. Smith, Alfred Shaw, Atkinson, Emmett, Lockwood, J. Rowbottom, Charlwood, Edgar Willsher, Southerton, and Jupp; Pooley will be twelfth man. They were to sail from Liverpool on September 20.: [951, 1029, 1095, 1094]
column-2: [169, 37, 324, 1487]
paragraph: October 30—Charles Edward, p.s., 88 tons, Holmes, from Nelson. A. W. Bennett, agent. November 1—Clyde, schooner, 34 tons, Wilson, from Onehunga. Master, agent. November 1—Colleen Bawn, schooner, 29 tons, Thompson, from Kaiapoi. D. Maclean and Co., agents. November 1—Ceres, schooner, 91 tons, Hughes, from Melbourne. Glenn Bros, agents.: [20, 240, 163, 324]
divider: [651, 1366, 773, 1367]
paragraph: The ketch Eliza Davis has been capsized off Manning River, and the crew drowned.: [951, 433, 1095, 452]
paragraph: The schooner Glengarry, for Hokitika, with a cargo of coal, was towed out on Sunday morning by the p.s. Dispatch.: [20, 1435, 163, 1464]
paragraph: At the meeting of the Executive Council on the 26th October, Mr Thos. Moubray was appointed a magistrate for the district of the city. This is a compliment which has been well deserved.: [795, 753, 939, 799]
